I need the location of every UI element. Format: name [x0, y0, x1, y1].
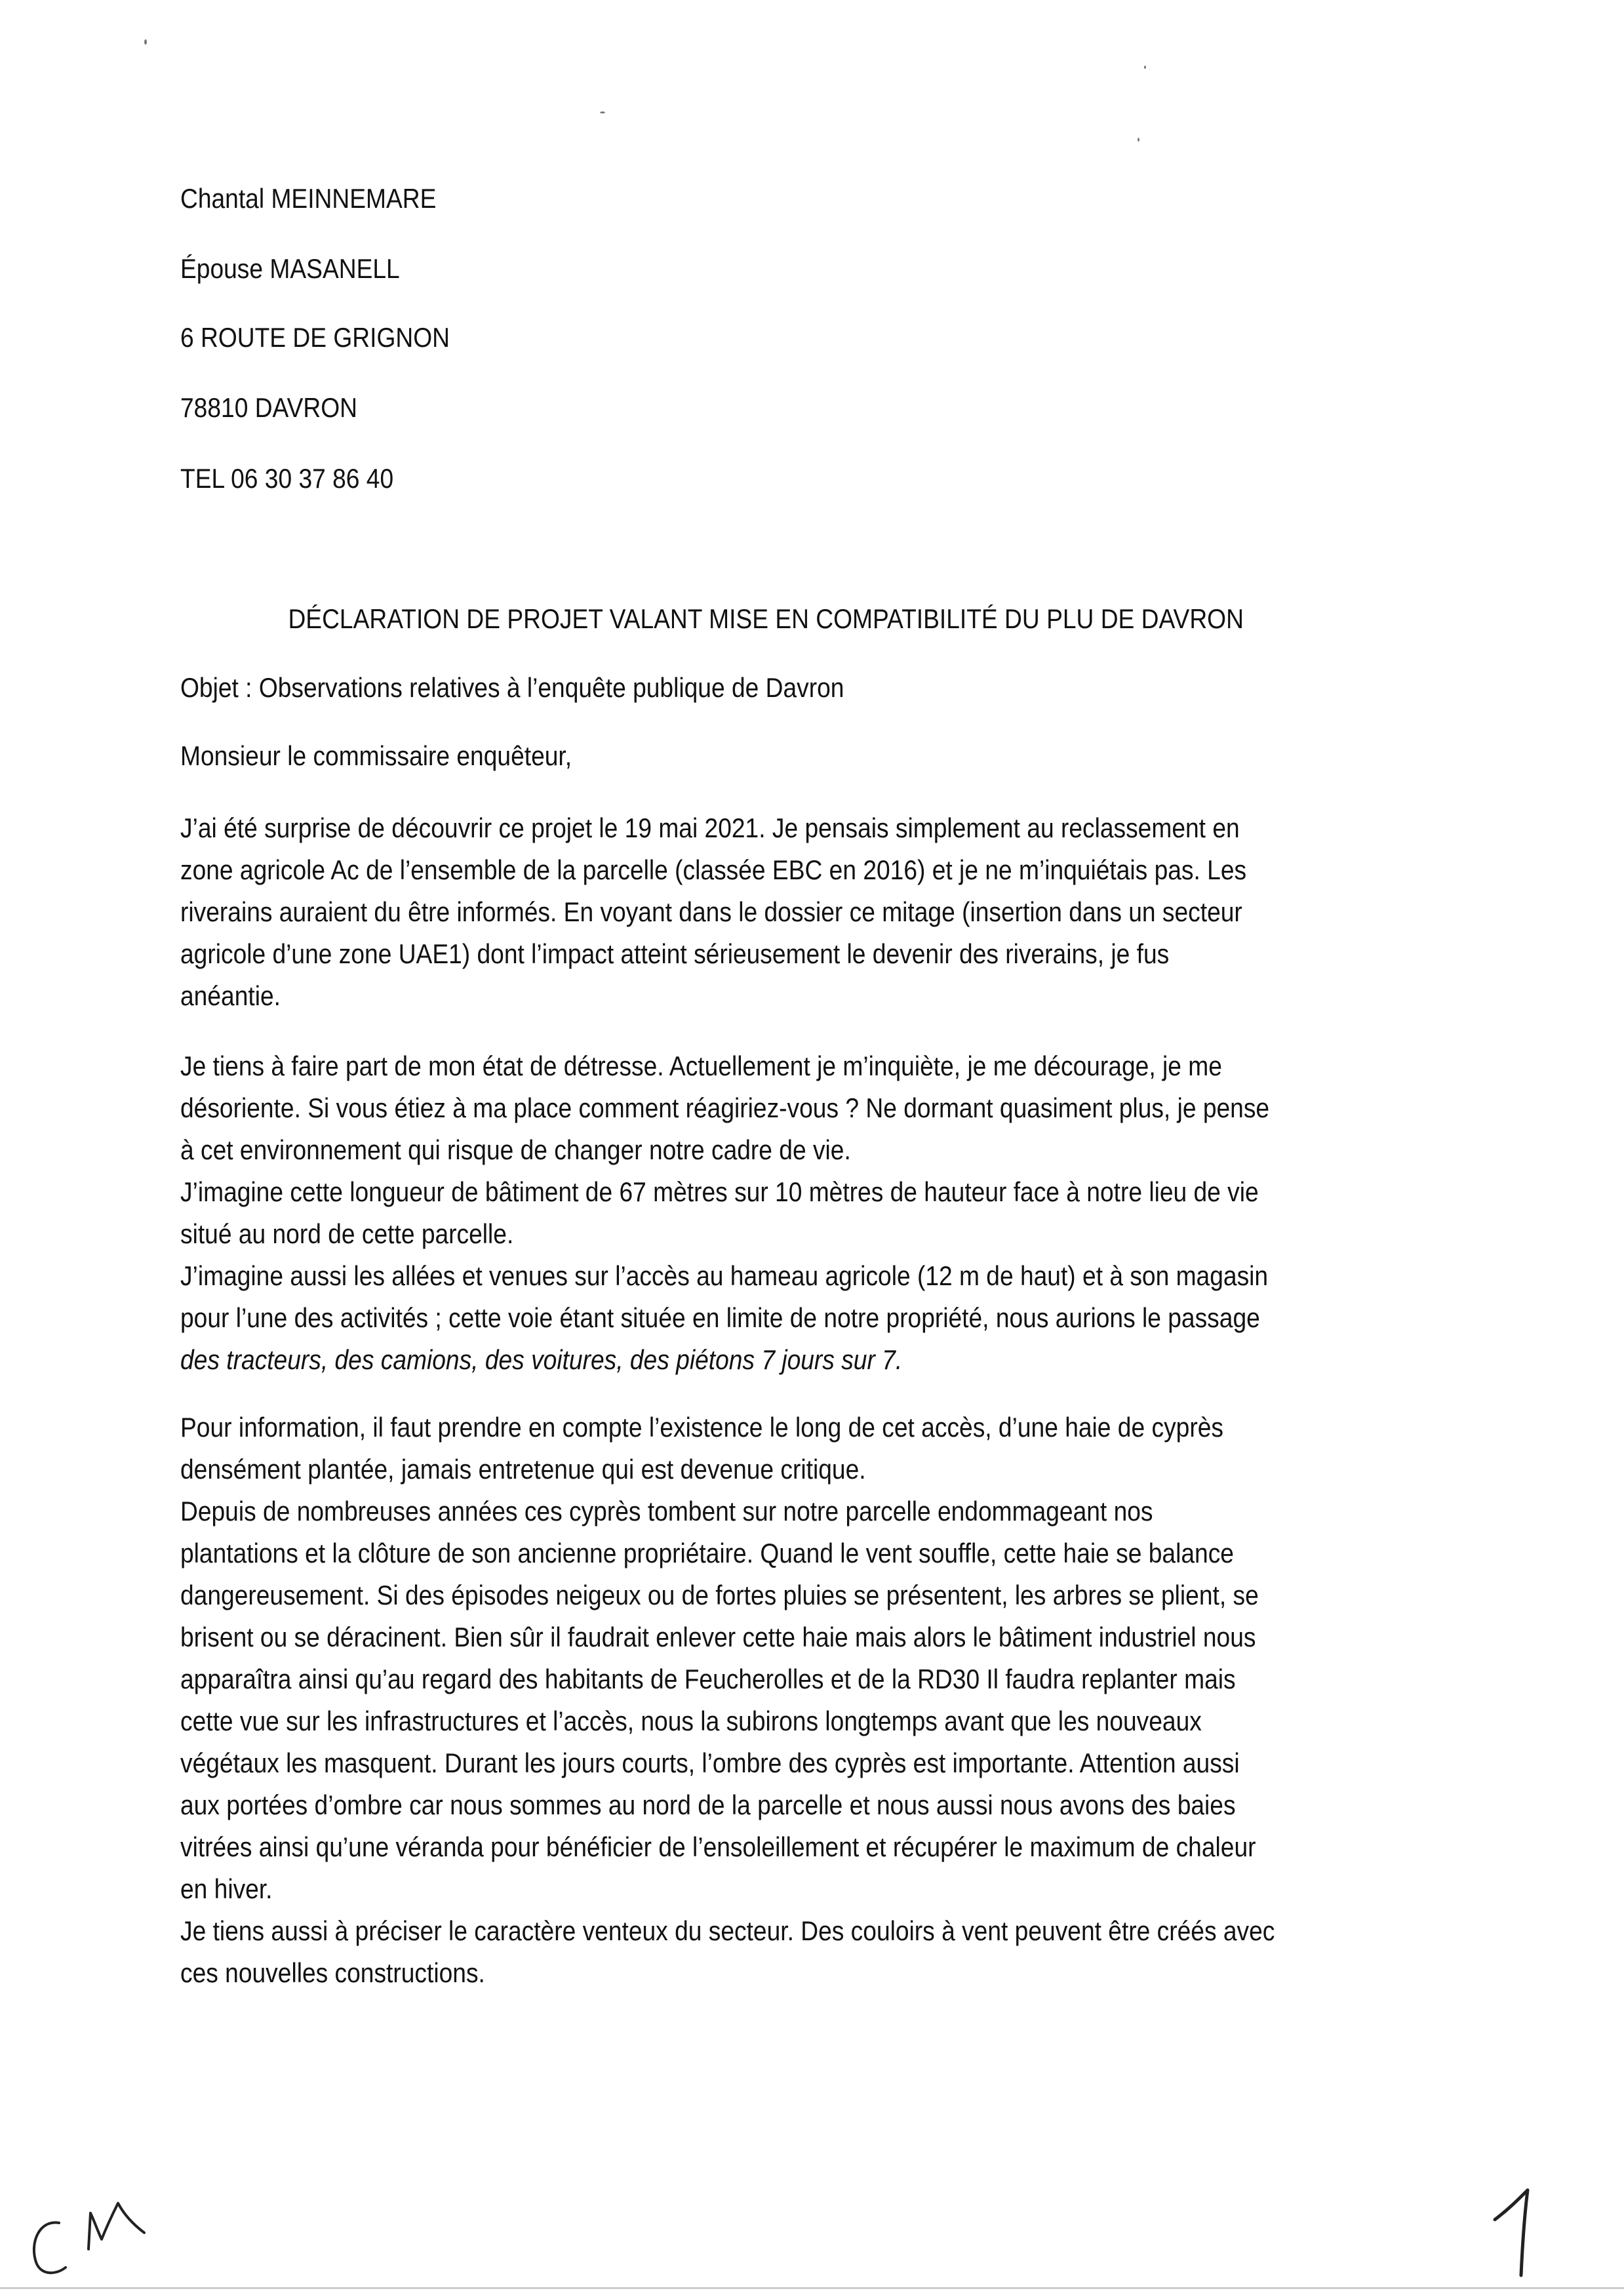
text-line: pour l’une des activités ; cette voie étant située en limite de notre propriété, nous aurions le passage: [180, 1302, 1260, 1333]
sender-spouse: Épouse MASANELL: [180, 253, 400, 284]
text-line: riverains auraient du être informés. En voyant dans le dossier ce mitage (insertion dans un secteur: [180, 896, 1242, 927]
salutation: Monsieur le commissaire enquêteur,: [180, 740, 572, 771]
scan-edge: [0, 2287, 1624, 2289]
text-line: densément plantée, jamais entretenue qui est devenue critique.: [180, 1454, 866, 1485]
text-line: dangereusement. Si des épisodes neigeux ou de fortes pluies se présentent, les arbres se plient, se: [180, 1580, 1259, 1610]
sender-name: Chantal MEINNEMARE: [180, 183, 437, 214]
scan-speck: [600, 111, 605, 113]
scan-speck: [1138, 138, 1139, 142]
text-line: désoriente. Si vous étiez à ma place comment réagiriez-vous ? Ne dormant quasiment plus, je pense: [180, 1092, 1270, 1123]
text-line: plantations et la clôture de son ancienne propriétaire. Quand le vent souffle, cette haie se balance: [180, 1538, 1234, 1568]
text-line: anéantie.: [180, 980, 281, 1011]
handwritten-page-number: [1488, 2184, 1541, 2285]
scan-speck: [144, 39, 147, 45]
text-line: brisent ou se déracinent. Bien sûr il faudrait enlever cette haie mais alors le bâtiment industriel nous: [180, 1622, 1256, 1652]
text-line: apparaîtra ainsi qu’au regard des habitants de Feucherolles et de la RD30 Il faudra replanter mais: [180, 1664, 1236, 1694]
text-line: Je tiens aussi à préciser le caractère venteux du secteur. Des couloirs à vent peuvent être créés avec: [180, 1915, 1275, 1946]
paragraph-3: [180, 1407, 1417, 1994]
text-line: Je tiens à faire part de mon état de détresse. Actuellement je m’inquiète, je me décourage, je me: [180, 1050, 1222, 1081]
handwritten-initials: [20, 2184, 151, 2292]
text-line: ces nouvelles constructions.: [180, 1957, 485, 1988]
document-title: DÉCLARATION DE PROJET VALANT MISE EN COMPATIBILITÉ DU PLU DE DAVRON: [288, 603, 1244, 634]
subject-line: Objet : Observations relatives à l’enquête publique de Davron: [180, 672, 844, 703]
text-line: J’imagine cette longueur de bâtiment de 67 mètres sur 10 mètres de hauteur face à notre lieu de vie: [180, 1176, 1259, 1207]
text-line: J’ai été surprise de découvrir ce projet le 19 mai 2021. Je pensais simplement au reclassement en: [180, 812, 1240, 843]
text-line: végétaux les masquent. Durant les jours courts, l’ombre des cyprès est importante. Attention aussi: [180, 1747, 1240, 1778]
text-line: aux portées d’ombre car nous sommes au nord de la parcelle et nous aussi nous avons des baies: [180, 1789, 1236, 1820]
text-line: agricole d’une zone UAE1) dont l’impact atteint sérieusement le devenir des riverains, je fus: [180, 938, 1170, 969]
text-line: J’imagine aussi les allées et venues sur l’accès au hameau agricole (12 m de haut) et à son magasin: [180, 1260, 1269, 1291]
sender-phone: TEL 06 30 37 86 40: [180, 463, 394, 494]
text-line: à cet environnement qui risque de changer notre cadre de vie.: [180, 1134, 851, 1165]
text-line: des tracteurs, des camions, des voitures, des piétons 7 jours sur 7.: [180, 1344, 903, 1375]
text-line: vitrées ainsi qu’une véranda pour bénéficier de l’ensoleillement et récupérer le maximum de chaleur: [180, 1831, 1256, 1862]
scan-speck: [1144, 66, 1146, 69]
text-line: zone agricole Ac de l’ensemble de la parcelle (classée EBC en 2016) et je ne m’inquiétais pas. Les: [180, 854, 1247, 885]
sender-city: 78810 DAVRON: [180, 392, 357, 423]
sender-street: 6 ROUTE DE GRIGNON: [180, 322, 450, 353]
text-line: situé au nord de cette parcelle.: [180, 1218, 514, 1249]
text-line: Pour information, il faut prendre en compte l’existence le long de cet accès, d’une haie de cyprès: [180, 1412, 1223, 1443]
text-line: en hiver.: [180, 1873, 273, 1904]
text-line: Depuis de nombreuses années ces cyprès tombent sur notre parcelle endommageant nos: [180, 1496, 1153, 1527]
paragraph-1: [180, 807, 1385, 1017]
paragraph-2: [180, 1045, 1411, 1381]
text-line: cette vue sur les infrastructures et l’accès, nous la subirons longtemps avant que les nouveaux: [180, 1706, 1202, 1736]
